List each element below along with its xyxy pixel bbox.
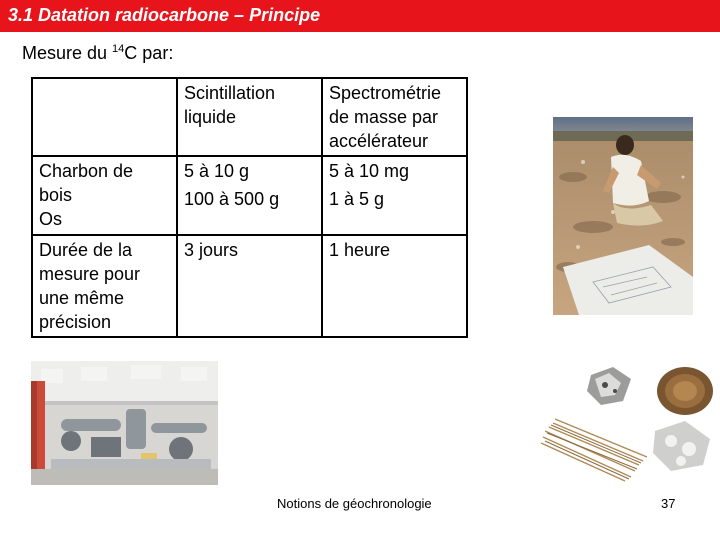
cell-line: 5 à 10 g: [184, 161, 250, 181]
page-number: 37: [661, 496, 676, 511]
subtitle-suffix: C par:: [124, 43, 174, 63]
table-header-empty: [32, 78, 177, 156]
table-cell-ams: [322, 156, 467, 235]
person-kneeling-excavation-icon: [553, 117, 693, 315]
footer-course: Notions de géochronologie: [277, 496, 432, 511]
table-row: [32, 235, 467, 337]
photo-samples: [535, 361, 715, 485]
cell-line: 5 à 10 mg: [329, 161, 410, 181]
table-cell-scintillation: [177, 156, 322, 235]
cell-line: 1 à 5 g: [329, 189, 385, 209]
table-cell-ams: [322, 235, 467, 337]
table-cell-label: [32, 235, 177, 337]
cell-line: 100 à 500 g: [184, 189, 280, 209]
photo-accelerator-lab: [31, 361, 218, 485]
charcoal-bone-samples-icon: [535, 361, 715, 485]
cell-line: 1 heure: [329, 240, 391, 260]
cell-line: Durée de la mesure pour une même précision: [39, 240, 141, 332]
cell-line: Os: [39, 209, 63, 229]
table-header-row: [32, 78, 467, 156]
laboratory-equipment-icon: [31, 361, 218, 485]
slide-title: 3.1 Datation radiocarbone – Principe: [8, 5, 321, 25]
subtitle: [22, 43, 173, 64]
cell-line: Charbon de bois: [39, 161, 134, 205]
table-header-scintillation: Scintillation liquide: [177, 78, 322, 156]
title-bar: [0, 0, 720, 32]
isotope-mass: 14: [112, 43, 125, 55]
table-row: [32, 156, 467, 235]
table-header-ams: Spectrométrie de masse par accélérateur: [322, 78, 467, 156]
subtitle-prefix: Mesure du: [22, 43, 113, 63]
photo-field-sampling: [553, 117, 693, 315]
table-cell-label: [32, 156, 177, 235]
comparison-table: [31, 77, 468, 338]
table-cell-scintillation: [177, 235, 322, 337]
cell-line: 3 jours: [184, 240, 239, 260]
